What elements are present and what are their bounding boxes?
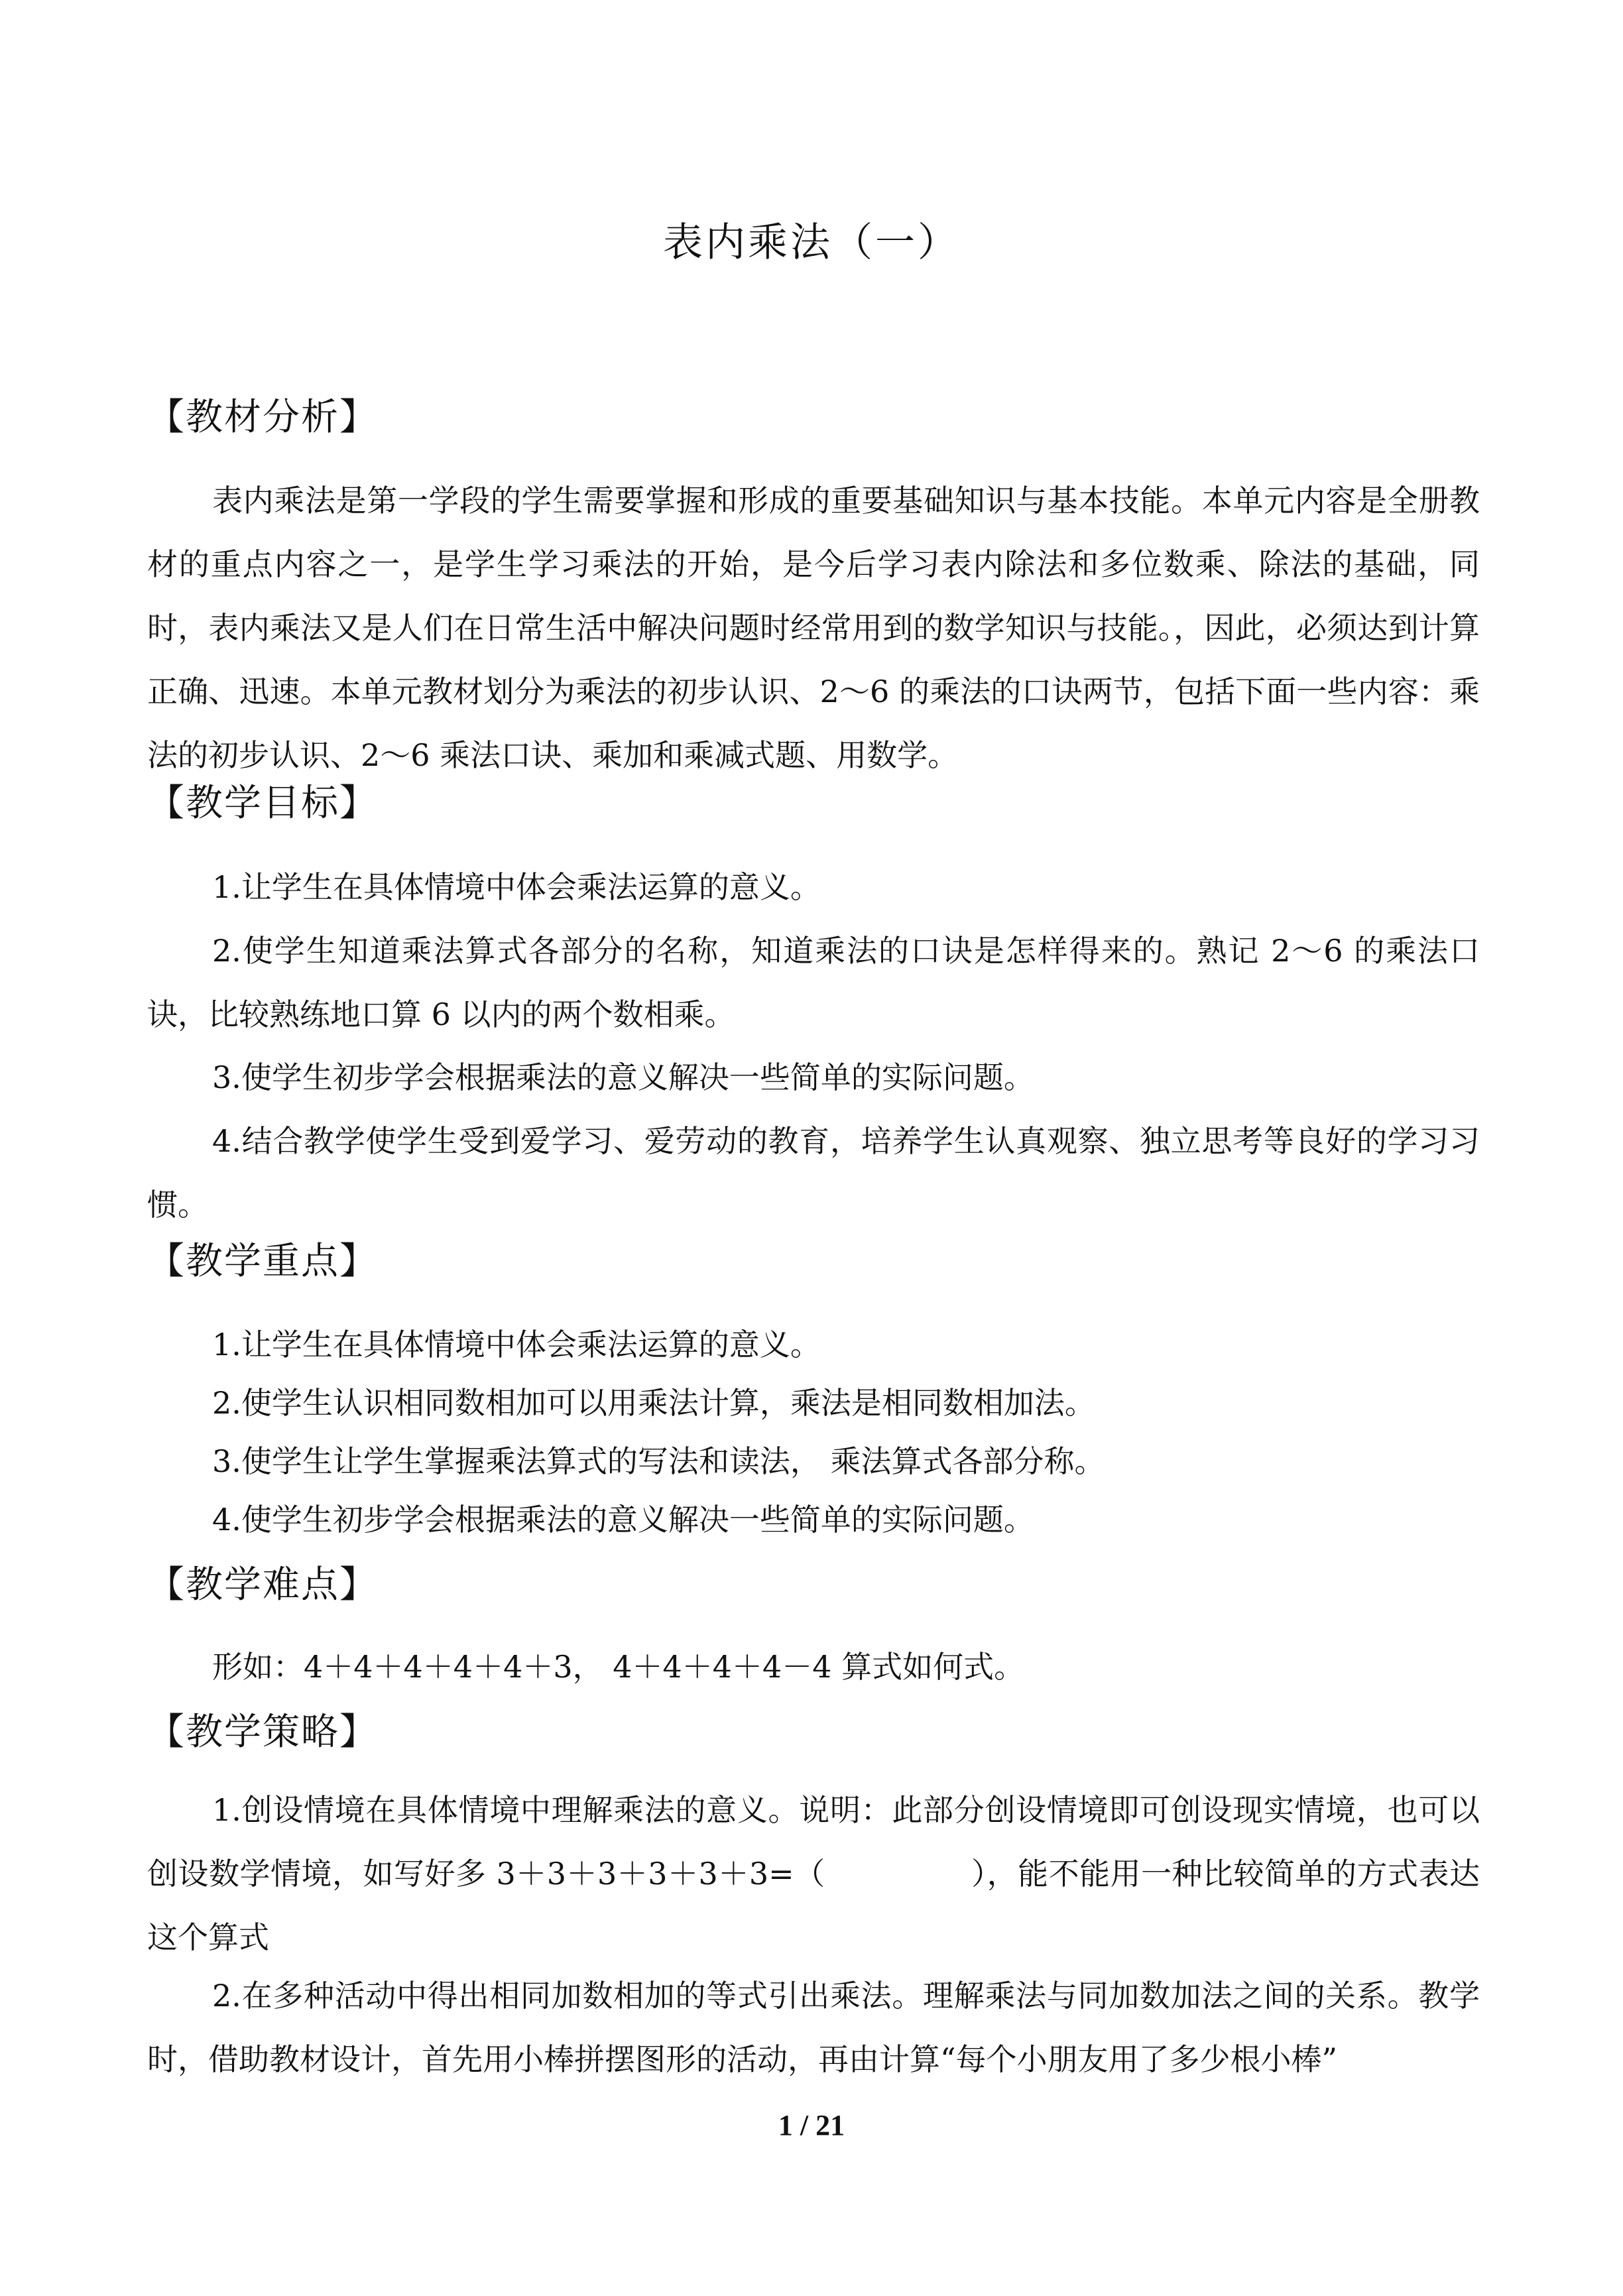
goal-item-4: 4.结合教学使学生受到爱学习、爱劳动的教育，培养学生认真观察、独立思考等良好的学习习惯。: [147, 1123, 1480, 1223]
strategy-item-1-text-b: ），能不能用一种比较简单的方式表达这个算式: [147, 1856, 1480, 1955]
goal-item-3: 3.使学生初步学会根据乘法的意义解决一些简单的实际问题。: [212, 1059, 1034, 1095]
strategy-item-1-text-a: 1.创设情境在具体情境中理解乘法的意义。说明：此部分创设情境即可创设现实情境，也可以创设数学情境，如写好多 3＋3＋3＋3＋3＋3=（: [147, 1792, 1480, 1892]
section-heading-strategy: 【教学策略】: [147, 1711, 378, 1754]
section-heading-analysis: 【教材分析】: [147, 396, 378, 439]
analysis-paragraph: 表内乘法是第一学段的学生需要掌握和形成的重要基础知识与基本技能。本单元内容是全册教材的重点内容之一，是学生学习乘法的开始，是今后学习表内除法和多位数乘、除法的基础，同时，表内乘法又是人们在日常生活中解决问题时经常用到的数学知识与技能。，因此，必须达到计算正确、迅速。本单元教材划分为乘法的初步认识、2～6 的乘法的口诀两节，包括下面一些内容：乘法的初步认识、2～6 乘法口诀、乘加和乘减式题、用数学。: [147, 483, 1480, 773]
page-number: 1 / 21: [778, 2109, 845, 2142]
key-point-item-3: 3.使学生让学生掌握乘法算式的写法和读法， 乘法算式各部分称。: [212, 1443, 1105, 1479]
section-heading-difficulties: 【教学难点】: [147, 1563, 378, 1606]
difficulty-text: 形如：4＋4＋4＋4＋4＋3， 4＋4＋4＋4－4 算式如何式。: [212, 1649, 1025, 1685]
goal-item-2: 2.使学生知道乘法算式各部分的名称，知道乘法的口诀是怎样得来的。熟记 2～6 的乘法口诀，比较熟练地口算 6 以内的两个数相乘。: [147, 933, 1480, 1032]
section-heading-key-points: 【教学重点】: [147, 1240, 378, 1283]
strategy-item-2: 2.在多种活动中得出相同加数相加的等式引出乘法。理解乘法与同加数加法之间的关系。教学时，借助教材设计，首先用小棒拼摆图形的活动，再由计算“每个小朋友用了多少根小棒”: [147, 1978, 1480, 2077]
key-point-item-4: 4.使学生初步学会根据乘法的意义解决一些简单的实际问题。: [212, 1502, 1034, 1538]
key-point-item-2: 2.使学生认识相同数相加可以用乘法计算，乘法是相同数相加法。: [212, 1385, 1095, 1421]
strategy-item-1: [147, 1778, 1480, 1969]
section-heading-goals: 【教学目标】: [147, 782, 378, 825]
key-point-item-1: 1.让学生在具体情境中体会乘法运算的意义。: [212, 1327, 821, 1362]
goal-item-1: 1.让学生在具体情境中体会乘法运算的意义。: [212, 869, 821, 905]
page-title: 表内乘法（一）: [663, 219, 960, 266]
